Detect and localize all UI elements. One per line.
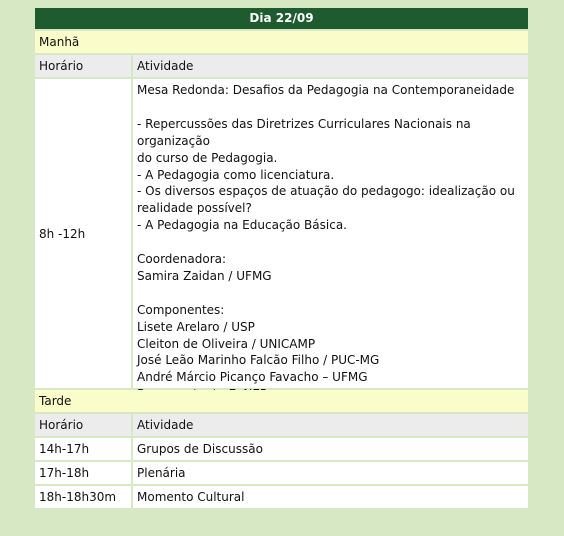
topic-line: - Os diversos espaços de atuação do pedagogo: idealização ou	[137, 184, 515, 199]
time-cell: 14h-17h	[35, 438, 131, 460]
section-afternoon: Tarde	[35, 390, 528, 412]
component-name: Cleiton de Oliveira / UNICAMP	[137, 336, 316, 351]
schedule-table	[35, 8, 528, 510]
time-value: 8h -12h	[39, 226, 86, 241]
table-row	[35, 79, 528, 388]
topic-line: realidade possível?	[137, 201, 252, 216]
table-row	[35, 438, 528, 460]
column-header-activity: Atividade	[133, 55, 528, 77]
column-header-time: Horário	[35, 55, 131, 77]
component-name: José Leão Marinho Falcão Filho / PUC-MG	[137, 353, 380, 368]
table-row	[35, 486, 528, 508]
section-morning: Manhã	[35, 31, 528, 53]
topic-line: - Repercussões das Diretrizes Curriculares Nacionais na organização	[137, 116, 471, 148]
components-label: Componentes:	[137, 302, 225, 317]
column-header-activity: Atividade	[133, 414, 528, 436]
coordinator-label: Coordenadora:	[137, 252, 227, 267]
topic-line: - A Pedagogia na Educação Básica.	[137, 218, 347, 233]
component-name: André Márcio Picanço Favacho – UFMG	[137, 370, 368, 385]
activity-cell: Plenária	[133, 462, 528, 484]
component-name: Lisete Arelaro / USP	[137, 319, 255, 334]
activity-cell: Grupos de Discussão	[133, 438, 528, 460]
time-cell: 17h-18h	[35, 462, 131, 484]
time-cell	[35, 79, 131, 388]
activity-cell: Momento Cultural	[133, 486, 528, 508]
time-cell: 18h-18h30m	[35, 486, 131, 508]
topic-line: do curso de Pedagogia.	[137, 150, 278, 165]
coordinator-name: Samira Zaidan / UFMG	[137, 268, 272, 283]
day-header: Dia 22/09	[35, 8, 528, 29]
activity-cell	[133, 79, 528, 388]
activity-title: Mesa Redonda: Desafios da Pedagogia na Contemporaneidade	[137, 83, 515, 97]
table-row	[35, 462, 528, 484]
topic-line: - A Pedagogia como licenciatura.	[137, 167, 335, 182]
column-header-time: Horário	[35, 414, 131, 436]
